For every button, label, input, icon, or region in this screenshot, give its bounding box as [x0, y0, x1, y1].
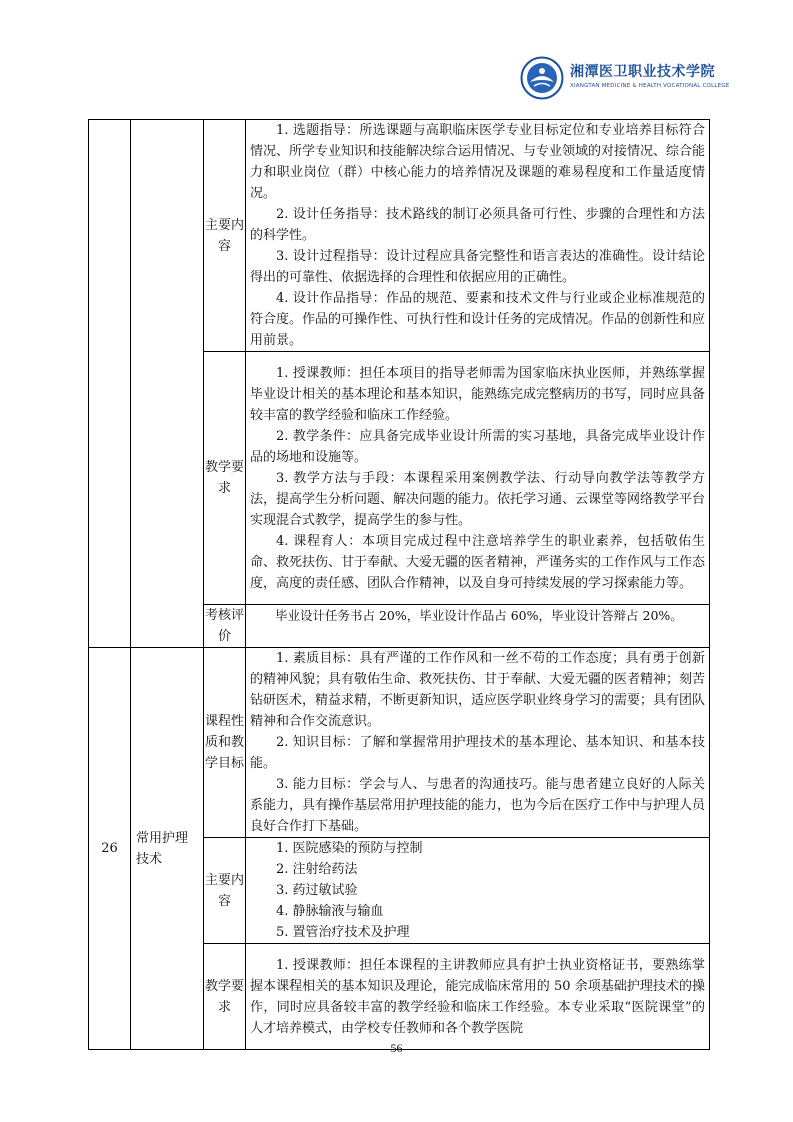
list-item: 2. 注射给药法 [276, 862, 358, 877]
logo-college-name-en: XIANGTAN MEDICINE & HEALTH VOCATIONAL COLLEGE [570, 83, 730, 89]
section-label-text: 主要内容 [204, 872, 244, 909]
section-content [246, 120, 710, 352]
section-label-objectives [204, 648, 246, 838]
table-row [89, 120, 710, 352]
paragraph: 4. 设计作品指导：作品的规范、要素和技术文件与行业或企业标准规范的符合度。作品的可操作性、可执行性和设计任务的完成情况。作品的创新性和应用前景。 [250, 291, 706, 348]
paragraph: 2. 设计任务指导：技术路线的制订必须具备可行性、步骤的合理性和方法的科学性。 [250, 207, 705, 243]
paragraph: 毕业设计任务书占 20%，毕业设计作品占 60%，毕业设计答辩占 20%。 [275, 608, 683, 623]
list-item: 1. 医院感染的预防与控制 [276, 841, 423, 856]
section-content [246, 605, 710, 648]
logo-college-name: 湘潭医卫职业技术学院 [570, 64, 715, 80]
section-label-text: 教学要求 [204, 978, 244, 1015]
paragraph: 2. 教学条件：应具备完成毕业设计所需的实习基地，具备完成毕业设计作品的场地和设施等。 [250, 428, 705, 465]
list-item: 4. 静脉输液与输血 [276, 904, 384, 919]
table-row [89, 648, 710, 838]
section-label-text: 课程性质和教学目标 [204, 714, 244, 771]
paragraph: 1. 授课教师：担任本课程的主讲教师应具有护士执业资格证书，要熟练掌握本课程相关的基本知识及理论，能完成临床常用的 50 余项基础护理技术的操作，同时应具备较丰富的教学经验和临床工作经验。本专业采取“医院课堂”的人才培养模式，由学校专任教师和各个教学医院 [250, 957, 705, 1036]
section-content [246, 352, 710, 605]
paragraph: 4. 课程育人：本项目完成过程中注意培养学生的职业素养，包括敬佑生命、救死扶伤、甘于奉献、大爱无疆的医者精神，严谨务实的工作作风与工作态度，高度的责任感、团队合作精神，以及自身可持续发展的学习探索能力等。 [250, 533, 706, 591]
curriculum-table [88, 119, 710, 1050]
section-content [246, 648, 710, 838]
section-label-text: 主要内容 [204, 217, 244, 254]
section-label-teaching-requirements [204, 352, 246, 605]
paragraph: 3. 教学方法与手段：本课程采用案例教学法、行动导向教学法等教学方法，提高学生分析问题、解决问题的能力。依托学习通、云课堂等网络教学平台实现混合式教学，提高学生的参与性。 [250, 470, 706, 528]
section-label-main-content [204, 838, 246, 944]
section-label-text: 考核评价 [204, 608, 244, 644]
college-logo [520, 56, 730, 100]
course-number: 26 [101, 841, 118, 856]
course-name-cell [131, 120, 204, 648]
course-name-cell [131, 648, 204, 1050]
section-label-text: 教学要求 [204, 460, 244, 496]
college-emblem-icon [520, 56, 564, 100]
paragraph: 1. 素质目标：具有严谨的工作作风和一丝不苟的工作态度；具有勇于创新的精神风貌；具有敬佑生命、救死扶伤、甘于奉献、大爱无疆的医者精神；刻苦钻研医术，精益求精，不断更新知识，适应医学职业终身学习的需要；具有团队精神和合作交流意识。 [250, 651, 706, 729]
section-content [246, 838, 710, 944]
course-name: 常用护理技术 [136, 830, 189, 867]
section-label-main-content [204, 120, 246, 352]
page-number: 56 [390, 1041, 403, 1055]
paragraph: 1. 选题指导：所选课题与高职临床医学专业目标定位和专业培养目标符合情况、所学专业知识和技能解决综合运用情况、与专业领域的对接情况、综合能力和职业岗位（群）中核心能力的培养情况及课题的难易程度和工作量适度情况。 [250, 123, 706, 201]
paragraph: 3. 能力目标：学会与人、与患者的沟通技巧。能与患者建立良好的人际关系能力，具有操作基层常用护理技能的能力，也为今后在医疗工作中与护理人员良好合作打下基础。 [250, 777, 706, 834]
section-content [246, 944, 710, 1050]
section-label-teaching-requirements [204, 944, 246, 1050]
paragraph: 1. 授课教师：担任本项目的指导老师需为国家临床执业医师，并熟练掌握毕业设计相关的基本理论和基本知识，能熟练完成完整病历的书写，同时应具备较丰富的教学经验和临床工作经验。 [250, 365, 706, 423]
paragraph: 2. 知识目标：了解和掌握常用护理技术的基本理论、基本知识、和基本技能。 [250, 735, 705, 771]
paragraph: 3. 设计过程指导：设计过程应具备完整性和语言表达的准确性。设计结论得出的可靠性、依据选择的合理性和依据应用的正确性。 [250, 249, 705, 285]
course-number-cell [89, 120, 131, 648]
course-number-cell [89, 648, 131, 1050]
list-item: 3. 药过敏试验 [276, 883, 358, 898]
list-item: 5. 置管治疗技术及护理 [276, 925, 410, 940]
section-label-assessment [204, 605, 246, 648]
